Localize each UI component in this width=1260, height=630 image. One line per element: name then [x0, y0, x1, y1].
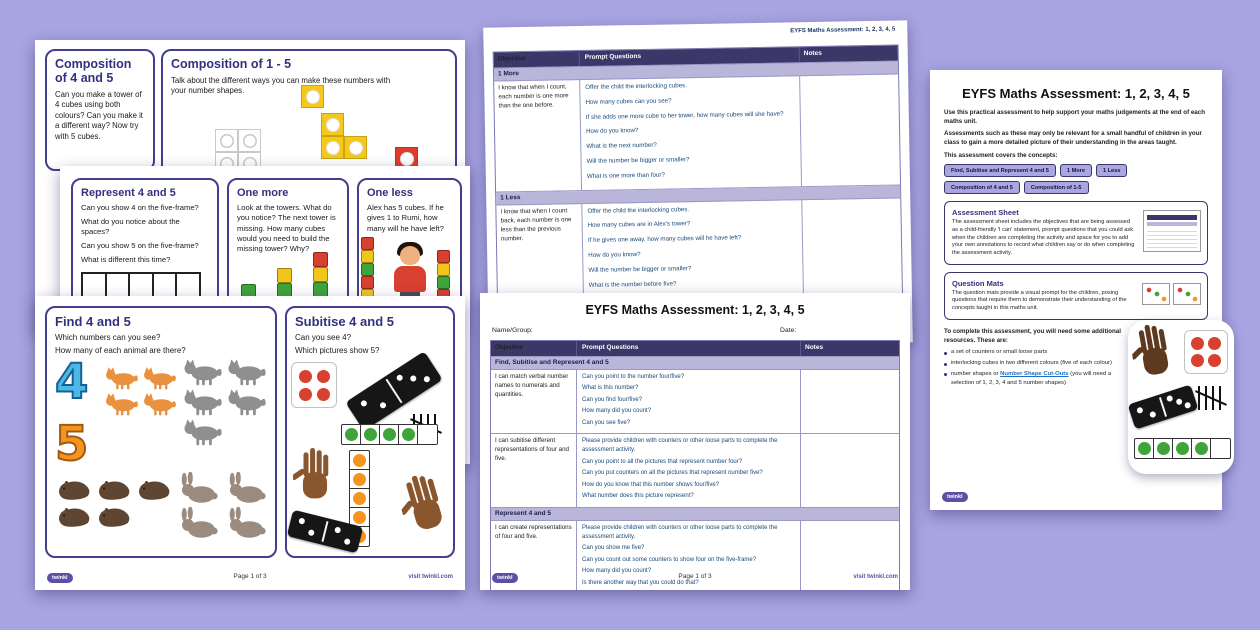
prompt-questions-cell — [577, 370, 801, 434]
question-mats-thumbnails — [1142, 283, 1201, 305]
section-title: Assessment Sheet — [952, 208, 1019, 218]
pip — [344, 538, 351, 545]
objective-cell: I know that when I count, each number is one more than the one before. — [494, 80, 582, 191]
rabbit-icon — [177, 507, 223, 540]
boy-face — [400, 246, 420, 265]
resource-item — [944, 370, 1134, 388]
page-overview — [930, 70, 1222, 510]
prompt-question: Is there another way that you could do that? — [582, 579, 699, 586]
green-counter — [1176, 442, 1189, 455]
section-body: The question mats provide a visual prompt for the children, posing questions that require them to demonstrate their understanding of the concepts taught in this maths unit. — [952, 289, 1127, 312]
prompt-questions-cell — [580, 76, 802, 189]
resource-text: number shapes or — [951, 370, 1001, 377]
frame-cell — [128, 272, 154, 298]
tally-marks — [1198, 386, 1228, 410]
dog-icon — [181, 358, 223, 386]
resource-item: a set of counters or small loose parts — [944, 348, 1134, 357]
table-row — [491, 370, 899, 435]
card-body: Talk about the different ways you can make these numbers with your number shapes. — [171, 75, 391, 96]
thumb-section-bar — [1147, 222, 1197, 226]
cube-tower-4 — [437, 250, 450, 302]
twinkl-logo[interactable]: twinkl — [47, 573, 73, 583]
concept-badge: Composition of 4 and 5 — [944, 181, 1020, 194]
domino-small — [1128, 384, 1199, 429]
card-represent-4-5 — [71, 178, 219, 312]
cube — [277, 268, 292, 283]
pip — [1149, 411, 1157, 419]
name-label[interactable]: Name/Group: — [492, 327, 533, 334]
shape-cell — [215, 129, 238, 152]
red-dots-frame — [1184, 330, 1228, 374]
pip — [379, 401, 387, 409]
frame-cell — [418, 425, 437, 444]
frame-cell — [350, 451, 369, 470]
question-lines — [55, 333, 267, 356]
shape-cell — [321, 113, 344, 136]
card-title: One less — [367, 187, 413, 199]
prompt-question: Can you see five? — [582, 419, 631, 426]
mat-thumbnail — [1142, 283, 1170, 305]
illustration-blob — [1128, 320, 1234, 474]
column-header: Prompt Questions — [580, 47, 800, 66]
red-counter — [317, 388, 330, 401]
cube — [361, 276, 374, 289]
pip — [298, 517, 305, 524]
shape-hole — [400, 152, 414, 166]
assessment-table — [490, 340, 900, 590]
notes-cell[interactable] — [801, 370, 899, 434]
shape-cell — [344, 136, 367, 159]
card-composition-4-5 — [45, 49, 155, 171]
prompt-question: Can you put counters on all the pictures that represent number five? — [582, 470, 763, 477]
cube — [361, 263, 374, 276]
dog-icon — [225, 388, 267, 416]
pip — [360, 399, 368, 407]
green-five-frame — [341, 424, 438, 445]
cube — [361, 237, 374, 250]
thumb-text-lines — [1147, 228, 1197, 248]
column-header: Prompt Questions — [577, 341, 801, 356]
green-counter — [402, 428, 415, 441]
section-title: Question Mats — [952, 278, 1004, 288]
frame-cell — [342, 425, 361, 444]
hand-icon — [1127, 321, 1180, 385]
card-body: Can you make a tower of 4 cubes using both colours? Can you make it a different way? Now try with 5 cubes. — [55, 89, 143, 141]
rabbit-icon — [225, 507, 271, 540]
prompt-question: Can you count out some counters to show four on the five-frame? — [582, 556, 757, 563]
date-label[interactable]: Date: — [780, 327, 797, 334]
cube-tower-2 — [277, 268, 292, 298]
sheet-title: EYFS Maths Assessment: 1, 2, 3, 4, 5 — [585, 303, 805, 317]
question-lines — [81, 203, 209, 264]
objective-cell: I can match verbal number names to numerals and quantities. — [491, 370, 577, 434]
pip — [1184, 401, 1192, 409]
card-title: Composition of 4 and 5 — [55, 57, 132, 85]
concept-badges-row — [944, 164, 1208, 177]
card-body: Look at the towers. What do you notice? The next tower is missing. How many cubes would you need to build the missing tower? Why? — [237, 203, 336, 254]
card-title: Find 4 and 5 — [55, 314, 131, 329]
red-dots-frame — [291, 362, 337, 408]
pip — [423, 375, 431, 383]
cube — [361, 250, 374, 263]
notes-cell[interactable] — [801, 434, 899, 507]
card-title: Represent 4 and 5 — [81, 187, 176, 199]
cube — [313, 267, 328, 282]
prompt-question: What number does this picture represent? — [582, 493, 694, 500]
question-mats-section — [944, 272, 1208, 320]
table-header-row — [491, 341, 899, 357]
numeral-five: 5 — [55, 416, 89, 472]
pip — [396, 374, 404, 382]
dog-icon — [225, 358, 267, 386]
hand-icon — [393, 469, 455, 542]
covers-label: This assessment covers the concepts: — [944, 151, 1058, 159]
prompt-question: If he gives one away, how many cubes will he have left? — [587, 234, 742, 245]
boy-illustration — [393, 242, 427, 304]
card-title: Composition of 1 - 5 — [171, 57, 292, 71]
dog-icon — [181, 388, 223, 416]
prompt-question: Please provide children with counters or other loose parts to complete the assessment activity. — [582, 524, 778, 540]
section-row: 1 More — [494, 61, 898, 81]
red-counter — [1191, 337, 1204, 350]
cube — [437, 250, 450, 263]
frame-cell — [175, 272, 201, 298]
card-body: Alex has 5 cubes. If he gives 1 to Rumi, how many will he have left? — [367, 203, 444, 233]
prompt-question: Can you point to all the pictures that represent number four? — [582, 458, 743, 465]
shape-hole — [326, 141, 340, 155]
column-header: Notes — [805, 344, 824, 351]
frame-cell — [380, 425, 399, 444]
prompt-question: Offer the child the interlocking cubes. — [585, 82, 688, 91]
objective-cell: I can create representations of four and five. — [491, 521, 577, 590]
red-counter — [317, 370, 330, 383]
intro-paragraph: Use this practical assessment to help support your maths judgements at the end of each maths unit. — [944, 109, 1205, 125]
red-counter — [299, 388, 312, 401]
card-subitise-4-5 — [285, 306, 455, 558]
cat-icon — [103, 366, 139, 390]
shape-hole — [243, 134, 257, 148]
green-counter — [345, 428, 358, 441]
tally-stick — [1219, 386, 1221, 410]
five-frame-empty — [81, 272, 209, 298]
pip — [1175, 398, 1183, 406]
question-line: Which pictures show 5? — [295, 345, 380, 355]
guinea-pigs-group — [55, 476, 173, 528]
prompt-question: How many did you count? — [582, 568, 652, 575]
twinkl-logo[interactable]: twinkl — [942, 492, 968, 502]
pip — [409, 374, 417, 382]
prompt-question: Offer the child the interlocking cubes. — [587, 205, 690, 215]
assessment-table — [493, 44, 904, 315]
page-title: EYFS Maths Assessment: 1, 2, 3, 4, 5 — [962, 86, 1190, 101]
domino-half — [1160, 384, 1199, 419]
frame-cell — [81, 272, 107, 298]
rabbit-icon — [177, 472, 223, 505]
dogs-group — [181, 358, 267, 446]
prompt-question: If she adds one more cube to her tower, how many cubes will she have? — [585, 110, 784, 121]
frame-cell — [152, 272, 178, 298]
dog-icon — [181, 418, 223, 446]
number-shape-cutouts-link[interactable]: Number Shape Cut-Outs — [1000, 370, 1069, 377]
domino-half — [287, 510, 328, 545]
shape-cell — [321, 136, 344, 159]
mat-thumbnail — [1173, 283, 1201, 305]
table-row — [494, 74, 900, 192]
card-title: Subitise 4 and 5 — [295, 314, 394, 329]
cube — [313, 252, 328, 267]
green-five-frame — [1134, 438, 1231, 459]
prompt-question: Please provide children with counters or other loose parts to complete the assessment activity. — [582, 438, 778, 454]
section-row: 1 Less — [496, 185, 900, 205]
prompt-question: What is the next number? — [586, 141, 657, 151]
frame-cell — [399, 425, 418, 444]
rabbits-group — [177, 472, 271, 540]
hand-icon — [293, 448, 337, 505]
objective-cell: I can subitise different representations of four and five. — [491, 434, 577, 507]
section-body: The assessment sheet includes the objectives that are being assessed as a child-friendly 'I can' statement, prompt questions that you could ask when the children are completing the activity and space for you to add your own annotations to record what children say or do when completing the assessment activity. — [952, 219, 1135, 257]
prompt-question: How many did you count? — [582, 408, 652, 415]
prompt-question: Can you show me five? — [582, 545, 645, 552]
shape-hole — [349, 141, 363, 155]
card-find-4-5 — [45, 306, 277, 558]
numeral-four: 4 — [55, 354, 89, 410]
sheet-header: EYFS Maths Assessment: 1, 2, 3, 4, 5 — [790, 26, 896, 35]
visit-link[interactable]: visit twinkl.com — [408, 574, 453, 580]
pip — [334, 526, 341, 533]
cube — [313, 282, 328, 297]
green-counter — [1195, 442, 1208, 455]
frame-cell — [350, 489, 369, 508]
boy-shirt — [394, 266, 426, 292]
cat-icon — [141, 392, 177, 416]
prompt-question: How do you know? — [585, 127, 639, 136]
concept-badge: 1 More — [1060, 164, 1092, 177]
prompt-question: What is this number? — [582, 385, 639, 392]
shape-cell — [301, 85, 324, 108]
page-question-mats — [35, 296, 465, 590]
assessment-sheet-thumbnail — [1143, 210, 1201, 252]
prompt-question: Will the number be bigger or smaller? — [586, 156, 690, 165]
resources-intro: To complete this assessment, you will need some additional resources. These are: — [944, 327, 1121, 344]
red-counter — [1208, 354, 1221, 367]
frame-cell — [1135, 439, 1154, 458]
number-shape-1-yellow — [301, 85, 324, 108]
page-footer — [492, 573, 898, 585]
question-line: What do you notice about the spaces? — [81, 216, 180, 236]
guinea-pig-icon — [135, 476, 173, 501]
green-counter — [1157, 442, 1170, 455]
green-counter — [1138, 442, 1151, 455]
frame-cell — [350, 470, 369, 489]
shape-hole — [220, 134, 234, 148]
assessment-sheet-section — [944, 201, 1208, 264]
thumb-header-bar — [1147, 215, 1197, 220]
resource-item: interlocking cubes in two different colours (five of each colour) — [944, 359, 1134, 368]
orange-counter — [353, 454, 366, 467]
page-number: Page 1 of 3 — [233, 573, 267, 580]
question-line: Can you show 5 on the five-frame? — [81, 240, 199, 250]
cats-group — [103, 366, 177, 416]
tally-stick — [1198, 386, 1200, 410]
cat-icon — [103, 392, 139, 416]
frame-cell — [361, 425, 380, 444]
resources-list — [944, 348, 1134, 387]
card-title: One more — [237, 187, 289, 199]
orange-counter — [353, 511, 366, 524]
resource-text: (you will need a selection of 1, 2, 3, 4 and 5 number shapes) — [951, 370, 1112, 386]
cube — [437, 276, 450, 289]
prompt-question: How many cubes can you see? — [585, 97, 672, 106]
pip — [1166, 395, 1174, 403]
pip — [308, 529, 315, 536]
prompt-question: Can you point to the number four/five? — [582, 373, 685, 380]
cube-tower-5 — [361, 237, 374, 302]
concept-badge: Composition of 1-5 — [1024, 181, 1089, 194]
green-counter — [364, 428, 377, 441]
question-line: How many of each animal are there? — [55, 345, 186, 355]
question-line: Which numbers can you see? — [55, 333, 161, 343]
guinea-pig-icon — [95, 476, 133, 501]
prompt-question: How many cubes are in Alex's tower? — [587, 220, 691, 230]
concept-badges-row — [944, 181, 1208, 194]
concept-badge: Find, Subitise and Represent 4 and 5 — [944, 164, 1056, 177]
prompt-question: What is one more than four? — [586, 171, 665, 180]
red-counter — [1208, 337, 1221, 350]
twinkl-logo[interactable]: twinkl — [492, 573, 518, 583]
question-line: Can you see 4? — [295, 333, 352, 343]
frame-cell — [1211, 439, 1230, 458]
guinea-pig-icon — [55, 476, 93, 501]
prompt-question: Will the number be bigger or smaller? — [588, 264, 692, 274]
page-number: Page 1 of 3 — [678, 573, 712, 580]
prompt-question: Can you find four/five? — [582, 396, 643, 403]
red-counter — [299, 370, 312, 383]
section-row: Represent 4 and 5 — [491, 508, 899, 521]
green-counter — [383, 428, 396, 441]
name-date-row — [492, 327, 898, 334]
section-row: Find, Subitise and Represent 4 and 5 — [491, 357, 899, 370]
guinea-pig-icon — [55, 503, 93, 528]
prompt-question: How do you know that this number shows four/five? — [582, 481, 720, 488]
red-counter — [1191, 354, 1204, 367]
cube — [437, 263, 450, 276]
shape-cell — [238, 129, 261, 152]
column-header: Objective — [494, 51, 580, 67]
number-shape-3-yellow — [321, 113, 367, 159]
notes-cell[interactable] — [800, 74, 900, 185]
column-header: Notes — [803, 49, 822, 58]
guinea-pig-icon — [95, 503, 133, 528]
shape-hole — [326, 118, 340, 132]
question-line: Can you show 4 on the five-frame? — [81, 203, 199, 213]
prompt-question: How do you know? — [588, 250, 641, 259]
pip — [1136, 406, 1144, 414]
tally-stick — [1205, 386, 1207, 410]
rabbit-icon — [225, 472, 271, 505]
frame-cell — [105, 272, 131, 298]
orange-counter — [353, 473, 366, 486]
cube-tower-3 — [313, 252, 328, 297]
cat-icon — [141, 366, 177, 390]
frame-cell — [1173, 439, 1192, 458]
orange-counter — [353, 492, 366, 505]
page-assessment-main — [480, 293, 910, 590]
column-header: Objective — [491, 341, 577, 356]
frame-cell — [1192, 439, 1211, 458]
frame-cell — [1154, 439, 1173, 458]
concept-badge: 1 Less — [1096, 164, 1127, 177]
question-line: What is different this time? — [81, 254, 171, 264]
visit-link[interactable]: visit twinkl.com — [853, 574, 898, 580]
shape-hole — [306, 90, 320, 104]
objective-cell: I know that when I count back, each number is one less than the previous number. — [496, 204, 584, 315]
prompt-questions-cell — [577, 434, 801, 507]
prompt-question: What is the number before five? — [588, 279, 677, 289]
page-footer — [47, 573, 453, 585]
intro-paragraph: Assessments such as these may only be relevant for a small handful of children in your class to gain a more detailed picture of their understanding in the areas taught. — [944, 130, 1202, 147]
table-row — [491, 434, 899, 508]
